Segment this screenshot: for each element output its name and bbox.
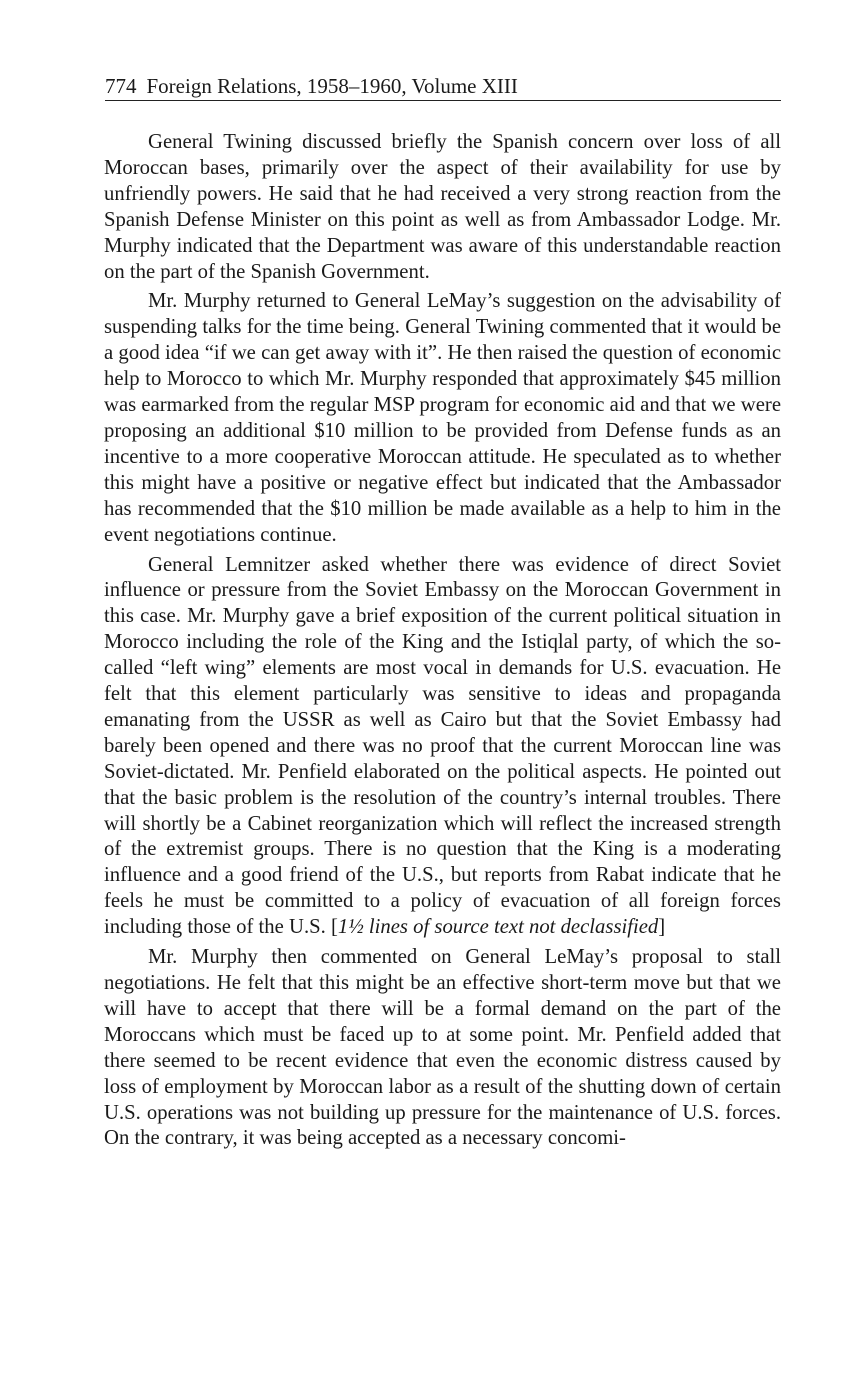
body-text: [104, 130, 781, 1152]
paragraph-3: [104, 553, 781, 942]
editorial-close-bracket: ]: [658, 916, 666, 939]
paragraph-3-text: General Lemnitzer asked whether there was evidence of direct Soviet influence or pressure from the Soviet Embassy on the Moroccan Government in this case. Mr. Murphy gave a brief exposition of the current political situation in Morocco including the role of the King and the Istiqlal party, of which the so-called “left wing” elements are most vocal in demands for U.S. evacuation. He felt that this element particularly was sensitive to ideas and propaganda emanating from the USSR as well as Cairo but that the Soviet Embassy had barely been opened and there was no proof that the current Moroccan line was Soviet-dictated. Mr. Penfield elaborated on the political aspects. He pointed out that the basic problem is the resolution of the country’s internal troubles. There will shortly be a Cabinet reorganization which will reflect the increased strength of the extremist groups. There is no question that the King is a moderating influence and a good friend of the U.S., but reports from Rabat indicate that he feels he must be committed to a policy of evacuation of all foreign forces including those of the U.S. [: [104, 553, 781, 939]
paragraph-4: Mr. Murphy then commented on General LeMay’s proposal to stall negotiations. He felt that this might be an effective short-term move but that we will have to accept that there will be a formal demand on the part of the Moroccans which must be faced up to at some point. Mr. Penfield added that there seemed to be recent evidence that even the economic distress caused by loss of employment by Moroccan labor as a result of the shutting down of certain U.S. operations was not building up pressure for the maintenance of U.S. forces. On the contrary, it was being accepted as a necessary concomi-: [104, 946, 781, 1150]
paragraph-2: Mr. Murphy returned to General LeMay’s suggestion on the advisability of suspending talks for the time being. General Twining commented that it would be a good idea “if we can get away with it”. He then raised the question of economic help to Morocco to which Mr. Murphy responded that approximately $45 million was earmarked from the regular MSP program for economic aid and that we were proposing an additional $10 million to be provided from Defense funds as an incentive to a more cooperative Moroccan attitude. He speculated as to whether this might have a positive or negative effect but indicated that the Ambassador has recommended that the $10 million be made available as a help to him in the event negotiations continue.: [104, 290, 781, 546]
paragraph-1: General Twining discussed briefly the Spanish concern over loss of all Moroccan bases, primarily over the aspect of their availability for use by unfriendly powers. He said that he had received a very strong reaction from the Spanish Defense Minister on this point as well as from Ambassador Lodge. Mr. Murphy indicated that the Department was aware of this understandable reaction on the part of the Spanish Government.: [104, 131, 781, 283]
page-number: 774: [105, 74, 137, 98]
editorial-note: 1½ lines of source text not declassified: [337, 916, 659, 939]
running-head: [105, 72, 781, 101]
publication-title: Foreign Relations, 1958–1960, Volume XIII: [146, 74, 518, 98]
